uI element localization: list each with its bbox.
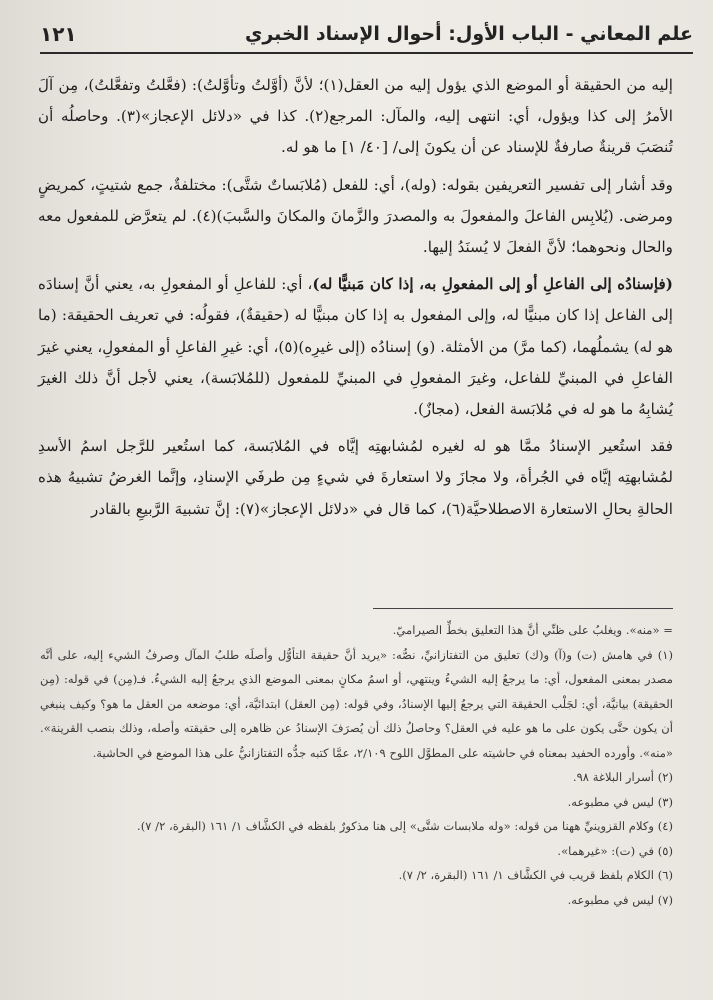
footnote-1: (١) في هامش (ت) و(آ) و(ك) تعليق من التفتازانيِّ، نصُّه: «يريد أنَّ حقيقة التأوُّل وأصلَه طلبُ المآل وصرفُ الشيء إليه، على أنَّه مصدر بمعنى المفعول، أي: ما يرجعُ إليه الشيءُ وينتهي، أو اسمُ مكانٍ بمعنى الموضع الذي يرجعُ إليه الشيءُ. فـ(مِن) في قوله: (مِن الحقيقة) بيانيَّة، أي: لجَلْب الحقيقة التي يرجعُ إليها الإسنادُ، وفي قوله: (مِن العقل) ابتدائيَّة، أي: موضعه من العقل ما هو؟ وكيف ينبغي أن يكون حتَّى يكون على ما هو عليه في العقل؟ وحاصلُ ذلك أن يُصرَفَ الإسنادُ عن ظاهره إلى حقيقته وأصله، وذلك بنصب القرينة». «منه». وأورده الحفيد بمعناه في حاشيته على المطوَّل اللوح ٢/١٠٩، عمَّا كتبه جدُّه التفتازانيُّ على هذا الموضع في الحاشية. <box>40 647 673 760</box>
running-title: علم المعاني - الباب الأول: أحوال الإسناد الخبري <box>244 23 693 45</box>
paragraph-4: فقد استُعير الإسنادُ ممَّا هو له لغيره لمُشابهتِه إيَّاه في المُلابَسة، كما استُعير للرَّجل اسمُ الأسدِ لمُشابهتِه إيَّاه في الجُرأة، ولا مجازَ ولا استعارةَ في شيءٍ مِن طرفَي الإسنادِ، وإنَّما الغرضُ تشبيهُ هذه الحالةِ بحالِ الاستعارة الاصطلاحيَّة(٦)، كما قال في «دلائل الإعجاز»(٧): إنَّ تشبيهَ الرَّبيعِ بالقادر <box>38 437 673 518</box>
main-text <box>38 70 673 531</box>
footnote-continued: = «منه». ويغلبُ على ظنِّي أنَّ هذا التعليق بخطِّ الصيراميّ. <box>392 623 673 637</box>
footnotes <box>40 618 673 912</box>
page-number: ١٢١ <box>40 22 77 46</box>
footnote-6: (٦) الكلام بلفظ قريب في الكشَّاف ١/ ١٦١ (البقرة، ٢/ ٧). <box>398 868 673 882</box>
paragraph-1: إليه من الحقيقة أو الموضع الذي يؤول إليه من العقل(١)؛ لأنَّ (أوَّلتُ وتأوَّلتُ): (فعَّلتُ وتفعَّلتُ)، مِن آلَ الأمرُ إلى كذا ويؤول، أي: انتهى إليه، والمآل: المرجع(٢). كذا في «دلائل الإعجاز»(٣). وحاصلُه أن تُنصَبَ قرينةٌ صارفةٌ للإسناد عن أن يكونَ إلى/ [٤٠/ ١] ما هو له. <box>38 76 674 157</box>
page-header <box>40 16 693 54</box>
footnote-4: (٤) وكلام القزوينيِّ ههنا من قوله: «وله ملابسات شتَّى» إلى هنا مذكورٌ بلفظه في الكشَّاف ١/ ١٦١ (البقرة، ٢/ ٧). <box>137 819 673 833</box>
footnote-5: (٥) في (ت): «غيرهما». <box>557 843 673 858</box>
paragraph-2: وقد أشار إلى تفسير التعريفين بقوله: (وله)، أي: للفعل (مُلابَساتٌ شتَّى): مختلفةٌ، جمع شتيتٍ، كمريضٍ ومرضى. (يُلابِس الفاعلَ والمفعولَ به والمصدرَ والزَّمانَ والمكانَ والسَّببَ)(٤). لم يتعرَّض للمفعول معه والحال ونحوهما؛ لأنَّ الفعلَ لا يُسنَدُ إليها. <box>38 175 673 257</box>
paragraph-3-text: ، أي: للفاعلِ أو المفعولِ به، يعني أنَّ إسنادَه إلى الفاعل إذا كان مبنيًّا له، وإلى المفعول به إذا كان مبنيًّا له (حقيقةٌ)، فقولُه: في تعريف الحقيقة: (ما هو له) يشملُهما، (كما مرَّ) من الأمثلة. (و) إسنادُه (إلى غيرِه)(٥)، أي: غيرِ الفاعلِ أو المفعولِ، يعني غيرَ الفاعلِ في المبنيِّ للفاعل، وغيرَ المفعولِ في المبنيِّ للمفعول (للمُلابَسة)، يعني لأجل أنَّ ذلك الغيرَ يُشابِهُ ما هو له في مُلابَسة الفعل، (مجازٌ). <box>38 275 673 419</box>
paragraph-3 <box>38 269 673 425</box>
footnote-7: (٧) ليس في مطبوعه. <box>567 892 673 907</box>
quoted-matn: (فإسنادُه إلى الفاعلِ أو إلى المفعولِ به، إذا كان مَبنيًّا له) <box>312 275 673 294</box>
footnote-separator <box>373 608 673 609</box>
footnote-3: (٣) ليس في مطبوعه. <box>567 794 673 809</box>
footnote-2: (٢) أسرار البلاغة ٩٨. <box>572 770 673 784</box>
